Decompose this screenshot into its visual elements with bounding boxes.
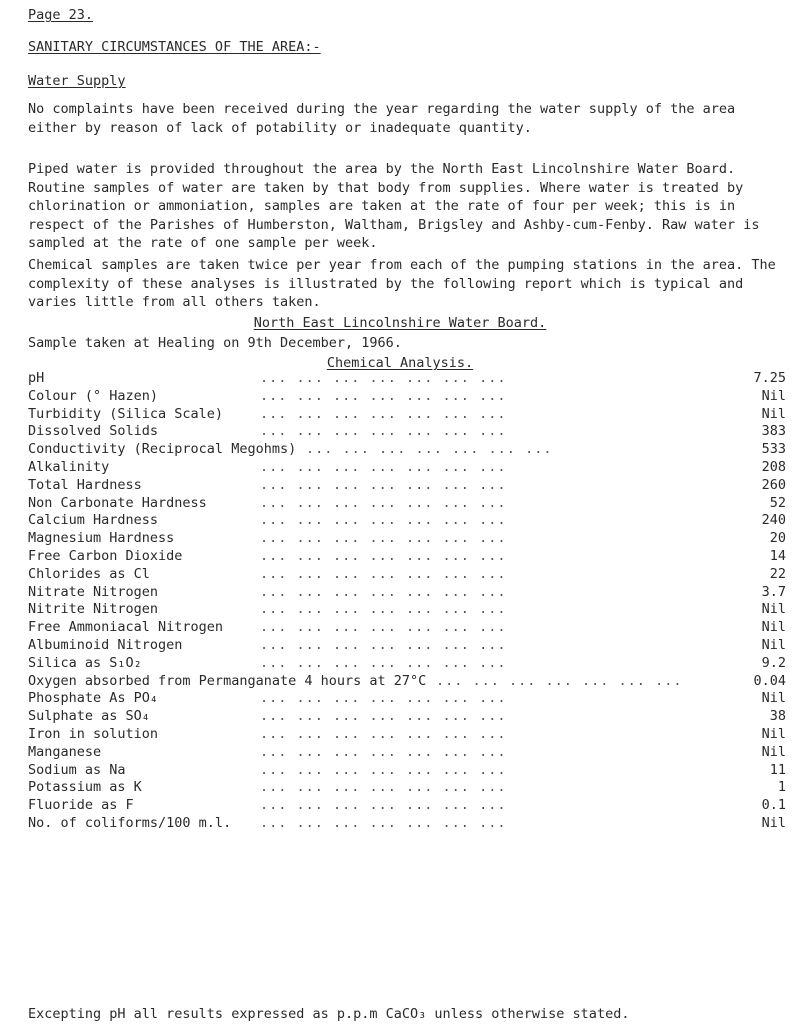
page-heading: SANITARY CIRCUMSTANCES OF THE AREA:-: [28, 39, 321, 55]
analysis-value: Nil: [761, 690, 786, 707]
analysis-row: [28, 388, 788, 406]
paragraph-piped-water: Piped water is provided throughout the area by the North East Lincolnshire Water Board. Routine samples of water are taken by that body from supplies. Where water is treated by chlorination or ammoniation, samples are taken at the rate of four per week; this is in respect of the Parishes of Humberston, Waltham, Brigsley and Ashby-cum-Fenby. Raw water is sampled at the rate of one sample per week.: [28, 161, 760, 251]
analysis-value: 260: [761, 476, 786, 493]
analysis-value: Nil: [761, 601, 786, 618]
analysis-label: Magnesium Hardness: [28, 530, 175, 547]
leader-dots: ... ... ... ... ... ... ...: [260, 761, 507, 778]
analysis-row: [28, 797, 788, 815]
leader-dots: ... ... ... ... ... ... ...: [260, 494, 507, 511]
analysis-label: Dissolved Solids: [28, 423, 159, 440]
analysis-label: Albuminoid Nitrogen: [28, 636, 183, 653]
leader-dots: ... ... ... ... ... ... ...: [260, 636, 507, 653]
analysis-value: Nil: [761, 743, 786, 760]
leader-dots: ... ... ... ... ... ... ...: [260, 797, 507, 814]
analysis-row: [28, 762, 788, 780]
leader-dots: ... ... ... ... ... ... ...: [260, 387, 507, 404]
analysis-value: Nil: [761, 636, 786, 653]
analysis-value: Nil: [761, 725, 786, 742]
analysis-label: Turbidity (Silica Scale): [28, 405, 224, 422]
leader-dots: ... ... ... ... ... ... ...: [260, 405, 507, 422]
leader-dots: ... ... ... ... ... ... ...: [260, 370, 507, 386]
leader-dots: ... ... ... ... ... ... ...: [260, 725, 507, 742]
analysis-row: [28, 708, 788, 726]
leader-dots: ... ... ... ... ... ... ...: [306, 441, 553, 458]
leader-dots: ... ... ... ... ... ... ...: [436, 672, 683, 689]
analysis-value: 208: [761, 458, 786, 475]
analysis-value: 52: [769, 494, 786, 511]
leader-dots: ... ... ... ... ... ... ...: [260, 547, 507, 564]
analysis-label: Sulphate as SO₄: [28, 708, 150, 725]
analysis-label: pH: [28, 370, 45, 386]
analysis-row: [28, 815, 788, 833]
analysis-label: Free Carbon Dioxide: [28, 547, 183, 564]
analysis-row: [28, 779, 788, 797]
analysis-value: 11: [769, 761, 786, 778]
analysis-value: Nil: [761, 814, 786, 831]
analysis-value: 533: [761, 441, 786, 458]
analysis-label: Colour (° Hazen): [28, 387, 159, 404]
analysis-label: Potassium as K: [28, 779, 142, 796]
leader-dots: ... ... ... ... ... ... ...: [260, 458, 507, 475]
analysis-row: [28, 459, 788, 477]
analysis-label: Nitrate Nitrogen: [28, 583, 159, 600]
analysis-label: Nitrite Nitrogen: [28, 601, 159, 618]
analysis-table: [28, 370, 788, 833]
analysis-row: [28, 584, 788, 602]
analysis-row: [28, 441, 788, 459]
footer-note: Excepting pH all results expressed as p.p.m CaCO₃ unless otherwise stated.: [28, 1006, 630, 1022]
leader-dots: ... ... ... ... ... ... ...: [260, 708, 507, 725]
analysis-label: Calcium Hardness: [28, 512, 159, 529]
analysis-row: [28, 477, 788, 495]
analysis-label: Silica as S₁O₂: [28, 654, 142, 671]
leader-dots: ... ... ... ... ... ... ...: [260, 512, 507, 529]
analysis-value: 383: [761, 423, 786, 440]
leader-dots: ... ... ... ... ... ... ...: [260, 601, 507, 618]
analysis-value: Nil: [761, 619, 786, 636]
analysis-value: 20: [769, 530, 786, 547]
analysis-row: [28, 423, 788, 441]
analysis-row: [28, 744, 788, 762]
paragraph-complaints: No complaints have been received during the year regarding the water supply of the area either by reason of lack of potability or inadequate quantity.: [28, 101, 736, 136]
analysis-row: [28, 530, 788, 548]
leader-dots: ... ... ... ... ... ... ...: [260, 619, 507, 636]
analysis-value: 1: [777, 779, 786, 796]
analysis-value: 38: [769, 708, 786, 725]
analysis-label: Phosphate As PO₄: [28, 690, 159, 707]
analysis-value: 3.7: [761, 583, 786, 600]
board-title: North East Lincolnshire Water Board.: [253, 315, 547, 331]
analysis-value: Nil: [761, 405, 786, 422]
analysis-label: Fluoride as F: [28, 797, 134, 814]
analysis-value: 9.2: [761, 654, 786, 671]
leader-dots: ... ... ... ... ... ... ...: [260, 565, 507, 582]
analysis-row: [28, 726, 788, 744]
sample-note: Sample taken at Healing on 9th December, 1966.: [28, 335, 402, 351]
analysis-label: Oxygen absorbed from Permanganate 4 hours at 27°C: [28, 672, 427, 689]
page-label: Page 23.: [28, 7, 94, 23]
analysis-value: 0.04: [753, 672, 786, 689]
analysis-row: [28, 601, 788, 619]
analysis-label: Manganese: [28, 743, 102, 760]
leader-dots: ... ... ... ... ... ... ...: [260, 530, 507, 547]
section-title: Water Supply: [28, 73, 126, 89]
analysis-value: Nil: [761, 387, 786, 404]
analysis-row: [28, 637, 788, 655]
analysis-label: Iron in solution: [28, 725, 159, 742]
analysis-row: [28, 495, 788, 513]
analysis-label: Alkalinity: [28, 458, 110, 475]
leader-dots: ... ... ... ... ... ... ...: [260, 476, 507, 493]
leader-dots: ... ... ... ... ... ... ...: [260, 779, 507, 796]
analysis-row: [28, 673, 788, 691]
analysis-label: Conductivity (Reciprocal Megohms): [28, 441, 297, 458]
analysis-row: [28, 370, 788, 388]
analysis-row: [28, 619, 788, 637]
analysis-title: Chemical Analysis.: [326, 355, 474, 371]
analysis-label: Non Carbonate Hardness: [28, 494, 207, 511]
analysis-label: No. of coliforms/100 m.l.: [28, 814, 232, 831]
analysis-value: 240: [761, 512, 786, 529]
analysis-label: Sodium as Na: [28, 761, 126, 778]
leader-dots: ... ... ... ... ... ... ...: [260, 654, 507, 671]
analysis-row: [28, 566, 788, 584]
analysis-value: 14: [769, 547, 786, 564]
analysis-row: [28, 690, 788, 708]
analysis-row: [28, 655, 788, 673]
analysis-value: 7.25: [753, 370, 786, 386]
leader-dots: ... ... ... ... ... ... ...: [260, 814, 507, 831]
paragraph-chemical-samples: Chemical samples are taken twice per year from each of the pumping stations in the area. The complexity of these analyses is illustrated by the following report which is typical and varies little from all others taken.: [28, 257, 776, 310]
analysis-label: Chlorides as Cl: [28, 565, 150, 582]
leader-dots: ... ... ... ... ... ... ...: [260, 690, 507, 707]
analysis-row: [28, 548, 788, 566]
analysis-row: [28, 512, 788, 530]
leader-dots: ... ... ... ... ... ... ...: [260, 423, 507, 440]
leader-dots: ... ... ... ... ... ... ...: [260, 583, 507, 600]
analysis-label: Total Hardness: [28, 476, 142, 493]
analysis-row: [28, 406, 788, 424]
analysis-value: 0.1: [761, 797, 786, 814]
leader-dots: ... ... ... ... ... ... ...: [260, 743, 507, 760]
analysis-value: 22: [769, 565, 786, 582]
analysis-label: Free Ammoniacal Nitrogen: [28, 619, 224, 636]
